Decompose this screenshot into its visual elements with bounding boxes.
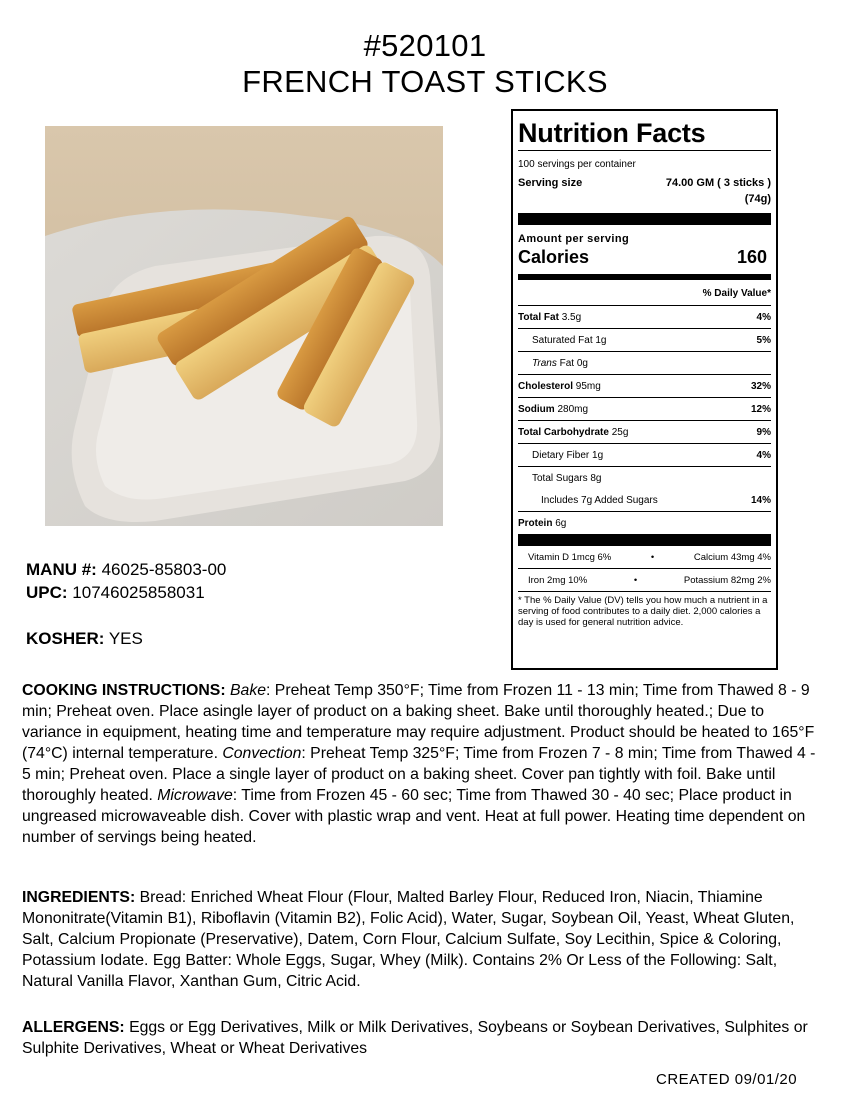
dietary-fiber-row: Dietary Fiber 1g 4% — [518, 444, 771, 467]
total-carbohydrate-row: Total Carbohydrate 25g 9% — [518, 421, 771, 444]
item-number: #520101 — [363, 28, 487, 63]
servings-per-container: 100 servings per container — [518, 159, 636, 170]
saturated-fat-row: Saturated Fat 1g 5% — [518, 329, 771, 352]
protein-row: Protein 6g — [518, 517, 567, 529]
product-photo — [45, 126, 443, 526]
kosher-status: KOSHER: YES — [26, 629, 143, 648]
french-toast-image — [45, 126, 443, 526]
vitamin-row-2: Iron 2mg 10% • Potassium 82mg 2% — [518, 569, 771, 592]
nutrition-facts-label — [511, 109, 778, 670]
total-fat-row: Total Fat 3.5g 4% — [518, 306, 771, 329]
page-title — [0, 28, 850, 100]
upc-code: UPC: 10746025858031 — [26, 583, 205, 602]
added-sugars-row: Includes 7g Added Sugars 14% — [518, 489, 771, 512]
allergens: ALLERGENS: Eggs or Egg Derivatives, Milk or Milk Derivatives, Soybeans or Soybean Derivatives, Sulphites or Sulphite Derivatives, Wheat or Wheat Derivatives — [22, 1019, 808, 1057]
created-date: CREATED 09/01/20 — [656, 1071, 798, 1088]
sodium-row: Sodium 280mg 12% — [518, 398, 771, 421]
trans-fat-row: Trans Fat 0g — [518, 352, 771, 375]
ingredients: INGREDIENTS: Bread: Enriched Wheat Flour (Flour, Malted Barley Flour, Reduced Iron, Niacin, Thiamine Mononitrate(Vitamin B1), Riboflavin (Vitamin B2), Folic Acid), Water, Sugar, Soybean Oil, Yeast, Wheat Gluten, Salt, Calcium Propionate (Preservative), Datem, Corn Flour, Calcium Sulfate, Soy Lecithin, Spice & Coloring, Potassium Iodate. Egg Batter: Whole Eggs, Sugar, Whey (Milk). Contains 2% Or Less of the Following: Salt, Natural Vanilla Flavor, Xanthan Gum, Citric Acid. — [22, 889, 795, 990]
vitamin-row-1: Vitamin D 1mcg 6% • Calcium 43mg 4% — [518, 546, 771, 569]
manu-number: MANU #: 46025-85803-00 — [26, 560, 227, 579]
daily-value-footnote: * The % Daily Value (DV) tells you how much a nutrient in a serving of food contributes to a daily diet. 2,000 calories a day is used for general nutrition advice. — [518, 595, 768, 628]
serving-size: Serving size 74.00 GM ( 3 sticks ) (74g) — [518, 177, 771, 205]
daily-value-header: % Daily Value* — [518, 280, 771, 306]
divider-thick — [518, 213, 771, 225]
cholesterol-row: Cholesterol 95mg 32% — [518, 375, 771, 398]
total-sugars-row: Total Sugars 8g — [532, 472, 602, 484]
nutrition-title: Nutrition Facts — [518, 118, 771, 151]
amount-per-serving: Amount per serving — [518, 233, 630, 245]
cooking-instructions: COOKING INSTRUCTIONS: Bake: Preheat Temp 350°F; Time from Frozen 11 - 13 min; Time from Thawed 8 - 9 min; Preheat oven. Place asingle layer of product on a baking sheet. Bake until thoroughly heated.; Due to variance in equipment, heating time and temperature may require adjustment. Product should be heated to 165°F (74°C) internal temperature. Convection: Preheat Temp 325°F; Time from Frozen 7 - 8 min; Time from Thawed 4 - 5 min; Preheat oven. Place a single layer of product on a baking sheet. Cover pan tightly with foil. Bake until thoroughly heated. Microwave: Time from Frozen 45 - 60 sec; Time from Thawed 30 - 40 sec; Place product in ungreased microwaveable dish. Cover with plastic wrap and vent. Heat at full power. Heating time dependent on number of servings being heated. — [22, 682, 816, 846]
calories-row: Calories 160 — [518, 247, 767, 267]
divider-thick-2 — [518, 534, 771, 546]
product-name: FRENCH TOAST STICKS — [242, 64, 608, 99]
